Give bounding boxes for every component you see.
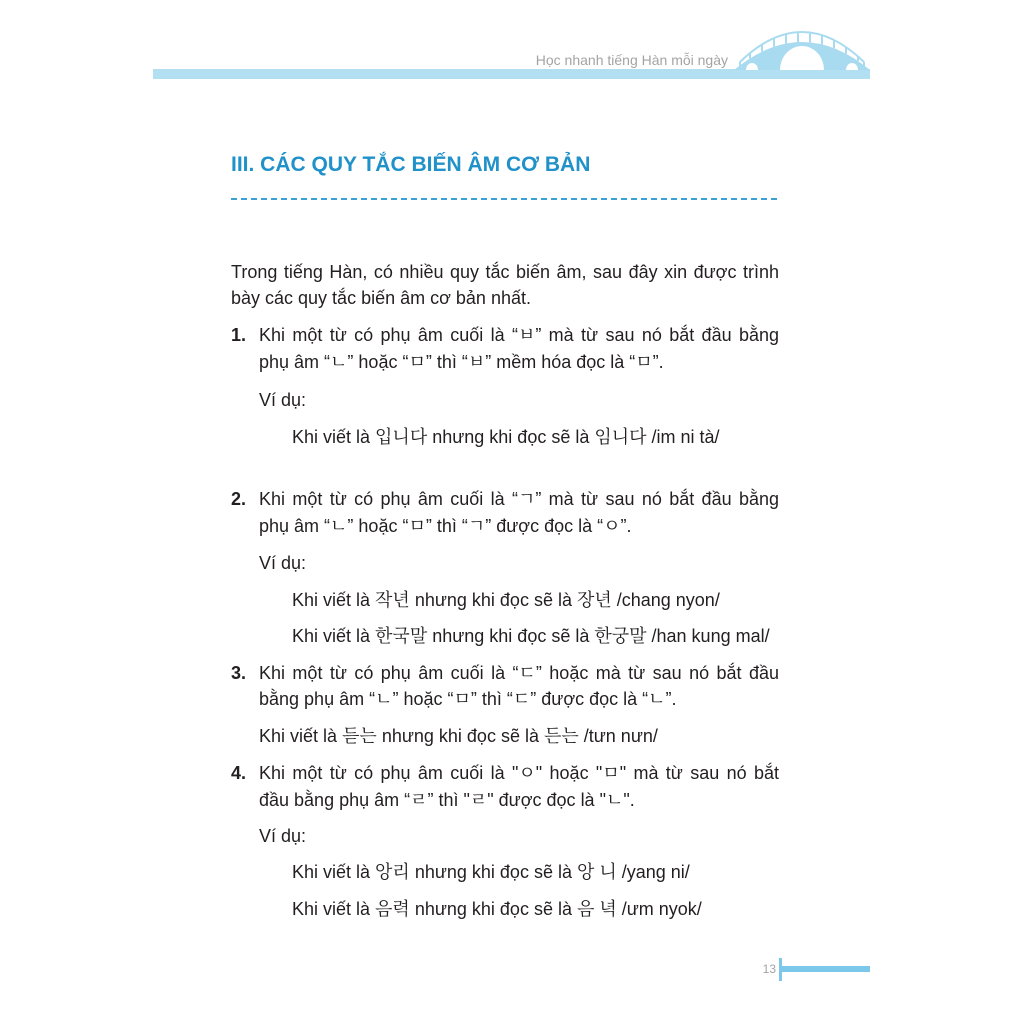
- rule-text-line: phụ âm “ㄴ” hoặc “ㅁ” thì “ㅂ” mềm hóa đọc là “ㅁ”.: [259, 352, 664, 372]
- section-heading: III. CÁC QUY TẮC BIẾN ÂM CƠ BẢN: [231, 153, 591, 176]
- example-line: Khi viết là 음력 nhưng khi đọc sẽ là 음 녁 /ưm nyok/: [292, 899, 702, 919]
- running-header-title: Học nhanh tiếng Hàn mỗi ngày: [535, 52, 728, 68]
- example-line: Khi viết là 입니다 nhưng khi đọc sẽ là 임니다 /im ni tà/: [292, 427, 720, 447]
- rule-number: 1.: [231, 325, 247, 345]
- rule-text-line: Khi một từ có phụ âm cuối là “ㄱ” mà từ sau nó bắt đầu bằng: [259, 489, 779, 509]
- example-label: Ví dụ:: [259, 826, 307, 846]
- rule-text-line: Khi một từ có phụ âm cuối là "ㅇ" hoặc "ㅁ" mà từ sau nó bắt: [259, 763, 779, 783]
- example-line: Khi viết là 작년 nhưng khi đọc sẽ là 장년 /chang nyon/: [292, 590, 720, 610]
- example-label: Ví dụ:: [259, 553, 307, 573]
- example-line: Khi viết là 앙리 nhưng khi đọc sẽ là 앙 니 /yang ni/: [292, 862, 690, 882]
- rule-number: 2.: [231, 489, 247, 509]
- example-line: Khi viết là 듣는 nhưng khi đọc sẽ là 든는 /tưn nưn/: [259, 726, 658, 746]
- rule-number: 3.: [231, 663, 247, 683]
- heading-divider: [231, 198, 779, 200]
- footer-bar: [781, 966, 870, 972]
- rule-number: 4.: [231, 763, 247, 783]
- example-label: Ví dụ:: [259, 390, 307, 410]
- rule-text-line: phụ âm “ㄴ” hoặc “ㅁ” thì “ㄱ” được đọc là “ㅇ”.: [259, 516, 632, 536]
- bridge-icon: [730, 25, 872, 81]
- rule-text-line: Khi một từ có phụ âm cuối là “ㄷ” hoặc mà từ sau nó bắt đầu: [259, 663, 779, 683]
- intro-line: bày các quy tắc biến âm cơ bản nhất.: [231, 288, 531, 308]
- rule-text-line: bằng phụ âm “ㄴ” hoặc “ㅁ” thì “ㄷ” được đọc là “ㄴ”.: [259, 689, 677, 709]
- intro-line: Trong tiếng Hàn, có nhiều quy tắc biến âm, sau đây xin được trình: [231, 262, 779, 282]
- rule-text-line: đầu bằng phụ âm “ㄹ” thì "ㄹ" được đọc là "ㄴ".: [259, 790, 635, 810]
- rule-text-line: Khi một từ có phụ âm cuối là “ㅂ” mà từ sau nó bắt đầu bằng: [259, 325, 779, 345]
- example-line: Khi viết là 한국말 nhưng khi đọc sẽ là 한궁말 /han kung mal/: [292, 626, 770, 646]
- page-number: 13: [762, 962, 776, 976]
